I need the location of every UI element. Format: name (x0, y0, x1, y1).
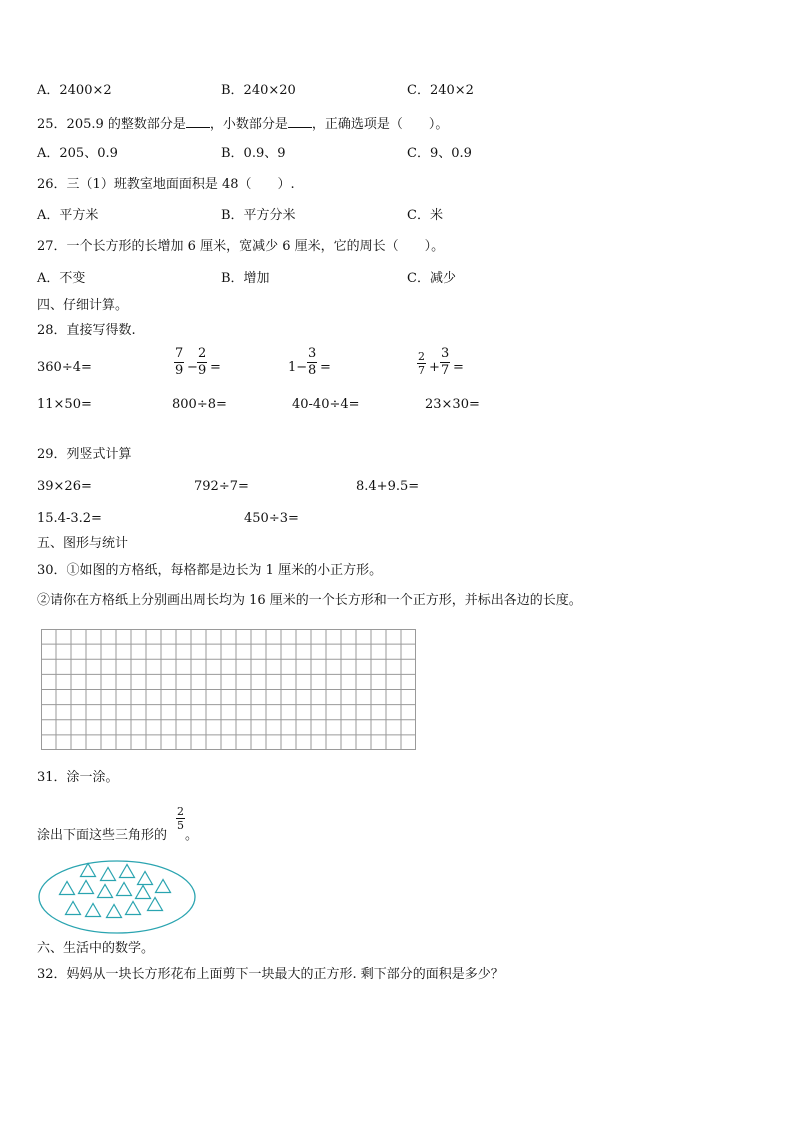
q28-expr-7: 40-40÷4= (292, 397, 360, 412)
q30-line-2: ②请你在方格纸上分别画出周长均为 16 厘米的一个长方形和一个正方形，并标出各边的长度。 (37, 593, 582, 608)
numerator: 7 (175, 346, 184, 361)
triangle (60, 882, 75, 895)
q28-expr-3-equals: = (320, 360, 331, 375)
triangle (79, 881, 94, 894)
ellipse-outline (39, 861, 195, 933)
q28-expr-2-op: − (187, 360, 198, 375)
denominator: 7 (441, 363, 450, 378)
q31-text: 涂出下面这些三角形的 (37, 828, 168, 843)
triangle (66, 902, 81, 915)
q29-expr-4: 15.4-3.2= (37, 511, 102, 526)
q25-option-b: B．0.9、9 (221, 146, 286, 161)
section-6-heading: 六、生活中的数学。 (37, 941, 155, 956)
q29-expr-1: 39×26= (37, 479, 92, 494)
q24-option-a: A．2400×2 (37, 83, 112, 98)
q29-title: 29．列竖式计算 (37, 447, 132, 462)
triangle (136, 886, 151, 899)
q28-expr-2-frac-2 (197, 347, 207, 378)
triangle-set[interactable] (36, 858, 198, 936)
q28-expr-3-prefix: 1− (288, 360, 308, 375)
q26-option-c: C．米 (407, 208, 443, 223)
denominator: 8 (308, 363, 317, 378)
q29-expr-2: 792÷7= (194, 479, 249, 494)
q29-expr-5: 450÷3= (244, 511, 299, 526)
q28-expr-4-frac-1 (417, 351, 426, 376)
q27-question: 27．一个长方形的长增加 6 厘米，宽减少 6 厘米，它的周长（ ）。 (37, 239, 445, 254)
q25-blank-2 (288, 115, 312, 128)
q28-expr-4-op: + (429, 360, 440, 375)
numerator: 2 (177, 805, 184, 818)
triangle (107, 905, 122, 918)
numerator: 2 (198, 346, 207, 361)
denominator: 7 (418, 364, 425, 377)
triangle (120, 865, 135, 878)
grid-paper[interactable] (41, 629, 416, 750)
q31-period: 。 (185, 828, 199, 843)
q30-line-1: 30．①如图的方格纸，每格都是边长为 1 厘米的小正方形。 (37, 563, 383, 578)
q27-option-b: B．增加 (221, 271, 270, 286)
q28-expr-3-frac (307, 347, 317, 378)
q28-expr-2-frac-1 (174, 347, 184, 378)
q31-fraction (176, 806, 185, 831)
section-4-heading: 四、仔细计算。 (37, 298, 129, 313)
q25-option-a: A．205、0.9 (37, 146, 118, 161)
q28-title: 28．直接写得数. (37, 323, 136, 338)
q31-instruction (37, 828, 167, 844)
numerator: 3 (441, 346, 450, 361)
triangle (138, 872, 153, 885)
denominator: 9 (175, 363, 184, 378)
triangle (101, 868, 116, 881)
q24-option-b: B．240×20 (221, 83, 296, 98)
triangle (148, 898, 163, 911)
q26-option-b: B．平方分米 (221, 208, 296, 223)
q28-expr-6: 800÷8= (172, 397, 227, 412)
q25-part3: ，正确选项是（ ）。 (311, 117, 449, 132)
q25-option-c: C．9、0.9 (407, 146, 472, 161)
q27-option-c: C．减少 (407, 271, 456, 286)
triangle (126, 902, 141, 915)
numerator: 3 (308, 346, 317, 361)
q26-question: 26．三（1）班教室地面面积是 48（ ）. (37, 177, 295, 192)
q25-part2: ，小数部分是 (209, 117, 288, 132)
section-5-heading: 五、图形与统计 (37, 536, 129, 551)
triangle (156, 880, 171, 893)
denominator: 5 (177, 819, 184, 832)
q28-expr-4-frac-2 (440, 347, 450, 378)
q28-expr-4-equals: = (453, 360, 464, 375)
q28-expr-8: 23×30= (425, 397, 480, 412)
q25-part1: 205.9 的整数部分是 (66, 117, 186, 132)
q29-expr-3: 8.4+9.5= (356, 479, 420, 494)
q28-expr-2-equals: = (210, 360, 221, 375)
triangle (98, 885, 113, 898)
q28-expr-1: 360÷4= (37, 360, 92, 375)
numerator: 2 (418, 350, 425, 363)
triangle (117, 883, 132, 896)
q24-option-c: C．240×2 (407, 83, 474, 98)
q26-option-a: A．平方米 (37, 208, 99, 223)
triangle (81, 864, 96, 877)
q28-expr-5: 11×50= (37, 397, 92, 412)
q27-option-a: A．不变 (37, 271, 86, 286)
denominator: 9 (198, 363, 207, 378)
q25-question (37, 115, 448, 133)
q25-blank-1 (186, 115, 210, 128)
q32-question: 32．妈妈从一块长方形花布上面剪下一块最大的正方形. 剩下部分的面积是多少？ (37, 967, 504, 982)
q25-number: 25． (37, 117, 67, 132)
triangle (86, 904, 101, 917)
q31-title: 31．涂一涂。 (37, 770, 119, 785)
